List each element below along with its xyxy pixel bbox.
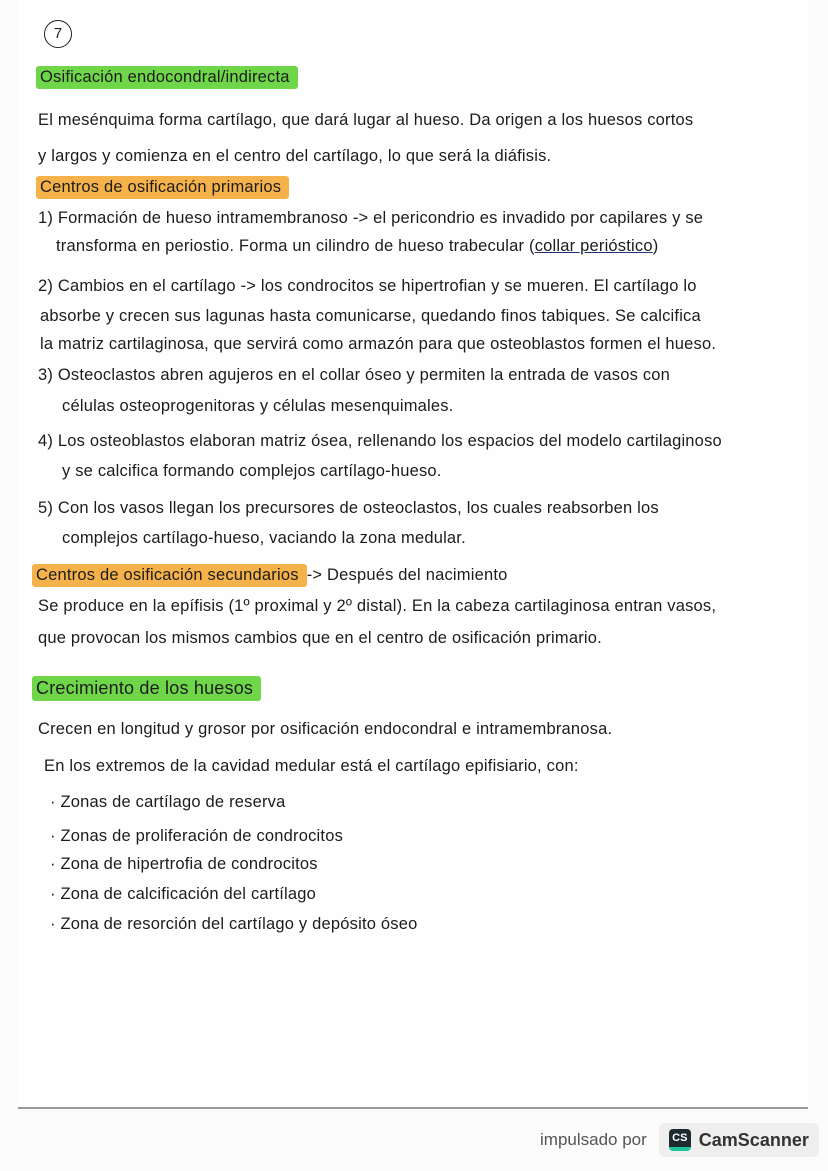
text-line: 5) Con los vasos llegan los precursores de osteoclastos, los cuales reabsorben los [38,499,659,517]
text-line: complejos cartílago-hueso, vaciando la zona medular. [62,529,466,547]
text-line: 3) Osteoclastos abren agujeros en el collar óseo y permiten la entrada de vasos con [38,366,671,384]
list-item: · Zonas de proliferación de condrocitos [50,827,344,845]
text-fragment: ) [652,237,659,255]
heading-endochondral: Osificación endocondral/indirecta [36,66,298,89]
camscanner-badge[interactable] [659,1123,819,1157]
text-line: En los extremos de la cavidad medular está el cartílago epifisiario, con: [44,757,579,775]
text-line: y se calcifica formando complejos cartílago-hueso. [62,462,442,480]
list-item: · Zona de resorción del cartílago y depósito óseo [50,915,418,933]
text-line: 4) Los osteoblastos elaboran matriz ósea, rellenando los espacios del modelo cartilaginoso [38,432,722,450]
heading-bone-growth: Crecimiento de los huesos [32,676,261,701]
text-line: Crecen en longitud y grosor por osificación endocondral e intramembranosa. [38,720,613,738]
page-number: 7 [44,20,72,48]
heading-secondary-centers: Centros de osificación secundarios [32,564,307,587]
list-item: · Zona de calcificación del cartílago [50,885,317,903]
camscanner-footer [540,1123,819,1157]
powered-by-text: impulsado por [540,1130,647,1149]
text-line: absorbe y crecen sus lagunas hasta comunicarse, quedando finos tabiques. Se calcifica [40,307,701,325]
text-line: El mesénquima forma cartílago, que dará lugar al hueso. Da origen a los huesos cortos [38,111,694,129]
heading-primary-centers: Centros de osificación primarios [36,176,289,199]
scanned-page [18,0,808,1109]
text-line: y largos y comienza en el centro del cartílago, lo que será la diáfisis. [38,147,552,165]
text-line: Se produce en la epífisis (1º proximal y 2º distal). En la cabeza cartilaginosa entran vasos, [38,597,717,615]
list-item: · Zona de hipertrofia de condrocitos [50,855,318,873]
heading-suffix: -> Después del nacimiento [306,566,508,584]
text-line: 2) Cambios en el cartílago -> los condrocitos se hipertrofian y se mueren. El cartílago lo [38,277,697,295]
text-line: que provocan los mismos cambios que en el centro de osificación primario. [38,629,602,647]
underlined-term: collar perióstico [534,237,653,255]
camscanner-brand: CamScanner [698,1129,809,1150]
camscanner-logo-icon: CS [669,1129,691,1151]
text-line: 1) Formación de hueso intramembranoso -> el pericondrio es invadido por capilares y se [38,209,704,227]
text-line: transforma en periostio. Forma un cilindro de hueso trabecular ( [56,237,535,255]
text-line: la matriz cartilaginosa, que servirá como armazón para que osteoblastos formen el hueso. [40,335,717,353]
text-line: células osteoprogenitoras y células mesenquimales. [62,397,454,415]
list-item: · Zonas de cartílago de reserva [50,793,286,811]
